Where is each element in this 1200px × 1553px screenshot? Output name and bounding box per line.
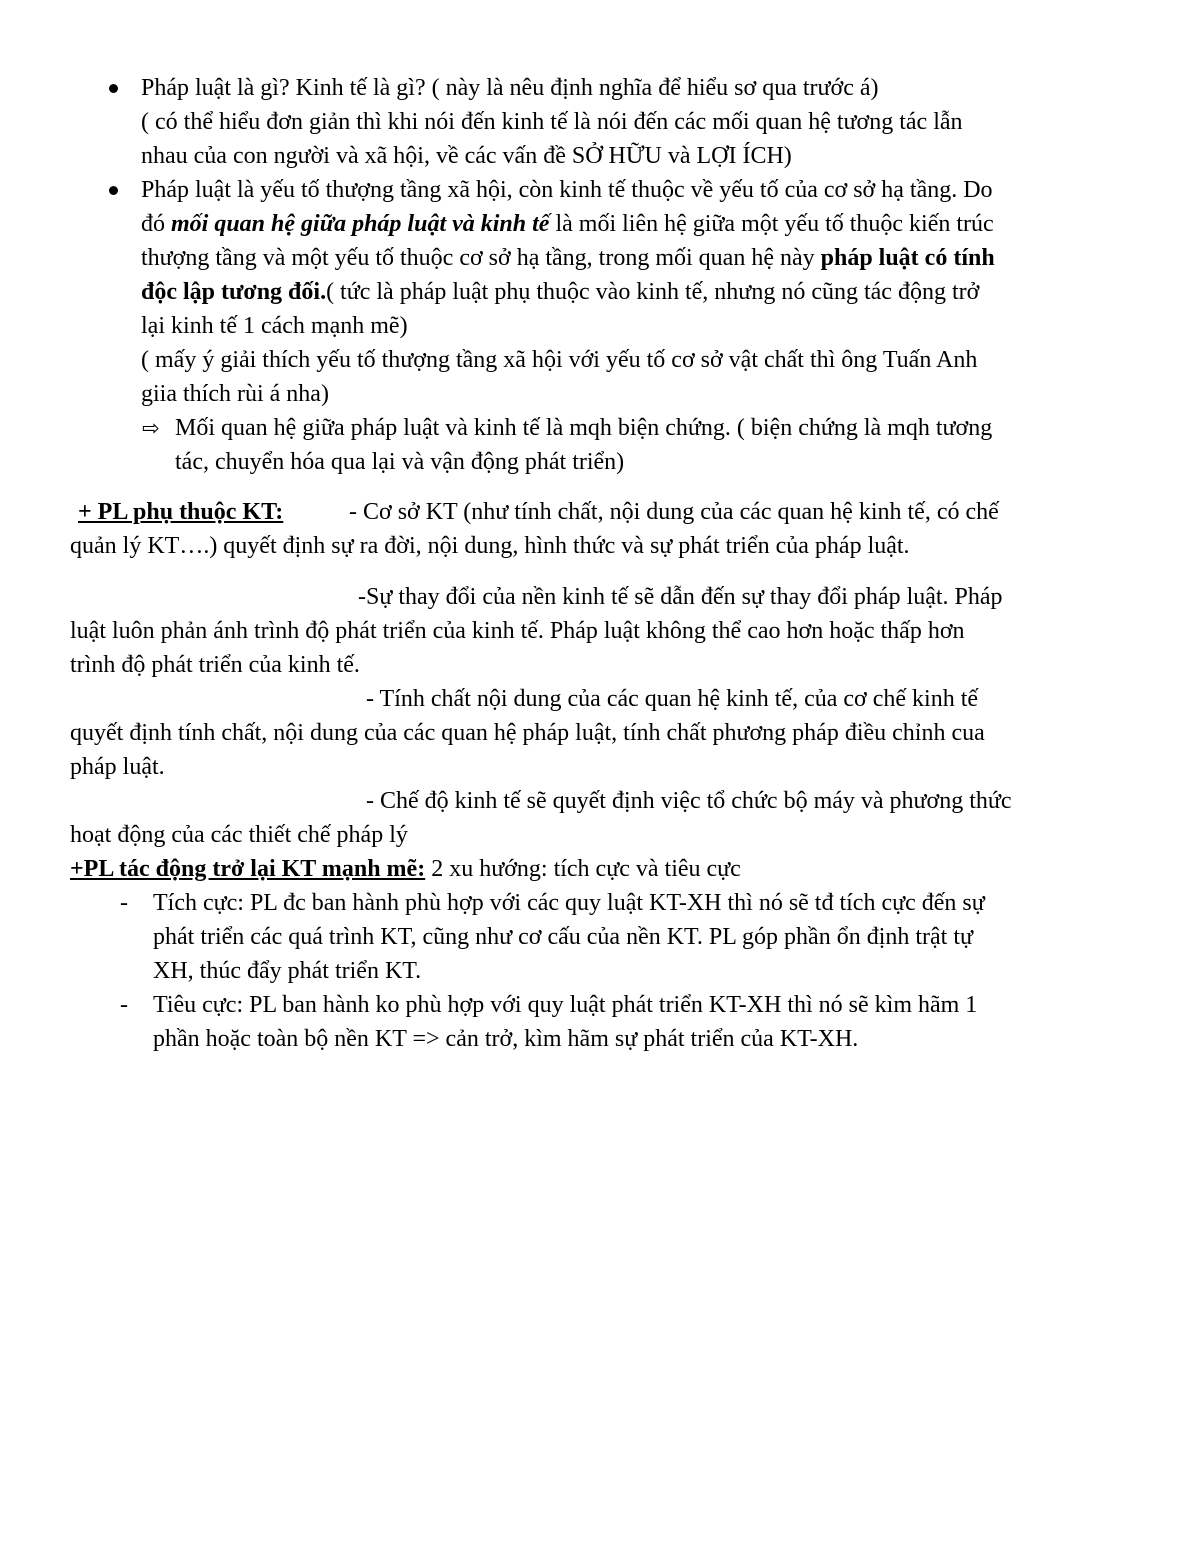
section-2-item-2-line-1: Tiêu cực: PL ban hành ko phù hợp với quy luật phát triển KT-XH thì nó sẽ kìm hãm 1 [153,992,978,1018]
section-1-p3-line-2: quyết định tính chất, nội dung của các quan hệ pháp luật, tính chất phương pháp điều chỉnh cua [70,720,985,746]
section-1-p2-line-2: luật luôn phản ánh trình độ phát triển của kinh tế. Pháp luật không thể cao hơn hoặc thấp hơn [70,618,965,644]
bullet-2-line-6: ( mấy ý giải thích yếu tố thượng tầng xã hội với yếu tố cơ sở vật chất thì ông Tuấn Anh [141,347,978,373]
bullet-2-line-1: Pháp luật là yếu tố thượng tầng xã hội, còn kinh tế thuộc về yếu tố của cơ sở hạ tầng. Do [141,177,993,203]
bullet-icon [109,84,118,93]
bullet-2-line-2-pre: đó [141,211,171,237]
section-1-heading-line [78,495,283,529]
arrow-icon: ⇨ [142,416,160,440]
dash-bullet: - [120,890,128,916]
emphasis-relationship: mối quan hệ giữa pháp luật và kinh tế [171,211,550,237]
arrow-item-line-1: Mối quan hệ giữa pháp luật và kinh tế là mqh biện chứng. ( biện chứng là mqh tương [175,415,993,441]
section-2-item-1-line-1: Tích cực: PL đc ban hành phù hợp với các quy luật KT-XH thì nó sẽ tđ tích cực đến sự [153,890,985,916]
section-1-p3-line-3: pháp luật. [70,754,165,780]
bullet-2-line-5: lại kinh tế 1 cách mạnh mẽ) [141,313,408,339]
section-2-heading: +PL tác động trở lại KT mạnh mẽ: [70,856,426,882]
section-1-p2-line-1: -Sự thay đổi của nền kinh tế sẽ dẫn đến sự thay đổi pháp luật. Pháp [358,584,1003,610]
section-1-p3-line-1: - Tính chất nội dung của các quan hệ kinh tế, của cơ chế kinh tế [366,686,979,712]
section-1-p4-line-2: hoạt động của các thiết chế pháp lý [70,822,408,848]
bullet-2-line-2-post: là mối liên hệ giữa một yếu tố thuộc kiến trúc [549,211,994,237]
emphasis-independence-1: pháp luật có tính [820,245,995,271]
bullet-2-line-3-pre: thượng tầng và một yếu tố thuộc cơ sở hạ tầng, trong mối quan hệ này [141,245,821,271]
section-1-p1-line-1: - Cơ sở KT (như tính chất, nội dung của các quan hệ kinh tế, có chế [349,499,999,525]
bullet-1-line-3: nhau của con người và xã hội, về các vấn đề SỞ HỮU và LỢI ÍCH) [141,143,792,169]
section-1-p2-line-3: trình độ phát triển của kinh tế. [70,652,360,678]
bullet-2-line-4 [141,275,979,309]
emphasis-independence-2: độc lập tương đối. [141,279,327,305]
bullet-1-line-2: ( có thể hiểu đơn giản thì khi nói đến kinh tế là nói đến các mối quan hệ tương tác lẫn [141,109,963,135]
section-2-item-2-line-2: phần hoặc toàn bộ nền KT => cản trở, kìm hãm sự phát triển của KT-XH. [153,1026,859,1052]
bullet-1-line-1: Pháp luật là gì? Kinh tế là gì? ( này là nêu định nghĩa để hiểu sơ qua trước á) [141,75,879,101]
arrow-item-line-2: tác, chuyển hóa qua lại và vận động phát triển) [175,449,625,475]
dash-bullet: - [120,992,128,1018]
section-1-heading: + PL phụ thuộc KT: [78,499,284,525]
bullet-2-line-7: giia thích rùi á nha) [141,381,329,407]
bullet-2-line-2 [141,207,994,241]
section-2-item-1-line-3: XH, thúc đẩy phát triển KT. [153,958,422,984]
bullet-2-line-3 [141,241,995,275]
bullet-2-line-4-post: ( tức là pháp luật phụ thuộc vào kinh tế, nhưng nó cũng tác động trở [326,279,980,305]
section-2-heading-rest: 2 xu hướng: tích cực và tiêu cực [425,856,741,882]
section-1-p4-line-1: - Chế độ kinh tế sẽ quyết định việc tổ chức bộ máy và phương thức [366,788,1012,814]
bullet-icon [109,186,118,195]
section-1-p1-line-2: quản lý KT….) quyết định sự ra đời, nội dung, hình thức và sự phát triển của pháp luật. [70,533,910,559]
section-2-item-1-line-2: phát triển các quá trình KT, cũng như cơ cấu của nền KT. PL góp phần ổn định trật tự [153,924,974,950]
section-2-heading-line [70,852,741,886]
